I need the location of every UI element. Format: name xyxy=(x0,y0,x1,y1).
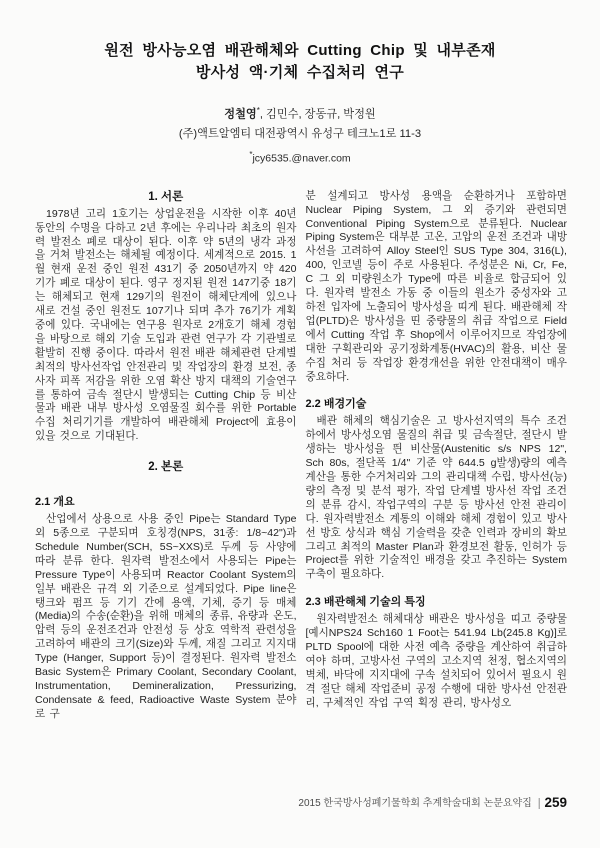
left-column xyxy=(35,190,297,722)
section-1-heading: 1. 서론 xyxy=(148,190,184,203)
section-2-2-paragraph: 배관 해체의 핵심기술은 고 방사선지역의 특수 조건하에서 방사성오염 물질의 취급 및 금속절단, 절단시 발생하는 방사성을 띈 비산물(Austenitic s/s NPS 12", Sch 80s, 절단폭 1/4" 기준 약 644.5 g발생)량의 예측 계산을 통한 수거처리와 그의 관리대책 수립, 방사선(능)량의 측정 및 분석 평가, 작업 단계별 방사선 작업 조건의 분류 감시, 작업구역의 구분 등 방사선 안전 관리이다. 원자력발전소 계통의 이해와 해체 경험이 있고 방사선 방호 상식과 핵심 기술력을 갖춘 인력과 장비의 확보 그리고 최적의 Master Plan과 환경보전 활동, 인허가 등 Project를 위한 기술적인 배경을 갖고 추진하는 System구축이 필요하다. xyxy=(305,415,567,581)
section-2-3-paragraph: 원자력발전소 해체대상 배관은 방사성을 띠고 중량물[예시NPS24 Sch160 1 Foot는 541.94 Lb(245.8 Kg)]로 PLTD Spool에 대한 사전 예측 중량을 계산하여 취급하여야 하며, 고방사선 구역의 고소지역 천정, 협소지역의 벽체, 바닥에 지지대에 구속 설치되어 있어서 필요시 원격 절단 해체 작업준비 공정 수행에 대한 방사선 안전관리, 구체적인 작업 구역 획정 관리, 방사성오 xyxy=(305,613,567,709)
affiliation: (주)액트알엠티 대전광역시 유성구 테크노1로 11-3 xyxy=(178,128,422,141)
email-mark: * xyxy=(249,149,253,159)
section-2-1-paragraph-left: 산업에서 상용으로 사용 중인 Pipe는 Standard Type 외 5종으로 구분되며 호칭경(NPS, 31종: 1/8~42")과 Schedule Number(SCH, 5S~XXS)로 두께 등 사양에 따라 분류 한다. 원자력 발전소에서 사용되는 Pipe는 Pressure Type이 사용되며 Reactor Coolant System의 일부 배관은 규격 외 기준으로 설계되었다. Pipe line은 탱크와 펌프 등 기기 간에 용액, 기체, 증기 등 매체(Media)의 수송(순환)을 위해 매체의 종류, 유량과 온도, 압력 등의 운전조건과 안전성 등 상호 역학적 관련성을 고려하여 배관의 크기(Size)와 두께, 재질 그리고 지지대 Type (Hanger, Support 등)이 결정된다. 원자력 발전소 Basic System은 Primary Coolant, Secondary Coolant, Instrumentation, Demineralization, Pressurizing, Condensate & feed, Radioactive Waste System 분야로 구 xyxy=(35,513,297,720)
email-address: jcy6535.@naver.com xyxy=(252,152,351,165)
footer-separator: | xyxy=(537,796,541,811)
two-column-body xyxy=(0,169,600,722)
byline-block xyxy=(0,101,600,169)
authors-line xyxy=(0,101,600,125)
section-2-1-heading: 2.1 개요 xyxy=(35,496,75,509)
title-line-2: 방사성 액·기체 수집처리 연구 xyxy=(195,64,405,81)
coauthors: , 김민수, 장동규, 박정원 xyxy=(259,108,376,121)
page-number: 259 xyxy=(544,795,567,810)
page-footer xyxy=(298,794,567,810)
section-1-paragraph: 1978년 고리 1호기는 상업운전을 시작한 이후 40년 동안의 수명을 다하고 2년 후에는 우리나라 최초의 원자력 발전소 폐로 대상이 된다. 이후 약 5년의 냉각 과정을 거쳐 발전소는 해체될 예정이다. 세계적으로 2015. 1월 현재 운전 중인 원전 431기 중 2050년까지 약 420기가 폐로 대상이 된다. 영구 정지된 원전 147기중 18기는 해체되고 현재 129기의 원전이 해체단계에 있으나 새로 건설 중인 원전도 107기나 되며 추가 76기가 계획 중에 있다. 국내에는 연구용 원자로 2개호기 해체 경험을 바탕으로 해외 기술 도입과 관련 연구가 각 기관별로 활발히 진행 중이다. 따라서 원전 배관 해체관련 단계별 최적의 방사선작업 안전관리 및 작업장의 환경 보전, 종사자 피폭 저감을 위한 오염 확산 방지 대책의 기술연구를 통하여 금속 절단시 발생되는 Cutting Chip 등 비산물과 배관 내부 방사성 오염물질 회수를 위한 Portable 수집 처리기기를 개발하여 배관해체 Project에 효용이 있을 것으로 기대된다. xyxy=(35,207,297,443)
section-2-3-heading: 2.3 배관해체 기술의 특징 xyxy=(305,596,426,609)
title-line-1: 원전 방사능오염 배관해체와 Cutting Chip 및 내부존재 xyxy=(104,42,496,59)
email-line xyxy=(0,145,600,169)
paper-title xyxy=(0,40,600,84)
section-2-1-paragraph-right: 분 설계되고 방사성 용액을 순환하거나 포함하면 Nuclear Piping System, 그 외 증기와 관련되면 Conventional Piping System으로 분류된다. Nuclear Piping System은 대부분 고온, 고압의 운전 조건과 내방사선을 고려하여 Alloy Steel인 SUS Type 304, 316(L), 400, 인코넬 등이 주로 사용된다. 주성분은 Ni, Cr, Fe, C 그 외 미량원소가 Type에 따른 비율로 합금되어 있다. 원자력 발전소 가동 중 이들의 원소가 중성자와 고 하전 입자에 노출되어 방사성을 띠게 된다. 배관해체 작업(PLTD)은 방사성을 띤 중량물의 취급 작업으로 Field에서 Cutting 작업 후 Shop에서 이루어지므로 작업장에 대한 구획관리와 공기정화계통(HVAC)의 활용, 비산 물 수집 처리 등 작업장 환경개선을 위한 안전대책이 매우 중요하다. xyxy=(305,189,567,383)
proceedings-title: 2015 한국방사성폐기물학회 추계학술대회 논문요약집 xyxy=(298,798,532,809)
section-2-2-heading: 2.2 배경기술 xyxy=(305,398,367,411)
section-2-heading: 2. 본론 xyxy=(148,461,184,474)
lead-author: 정철영 xyxy=(224,108,257,121)
corresponding-author-mark: * xyxy=(256,106,260,115)
right-column xyxy=(306,190,568,711)
